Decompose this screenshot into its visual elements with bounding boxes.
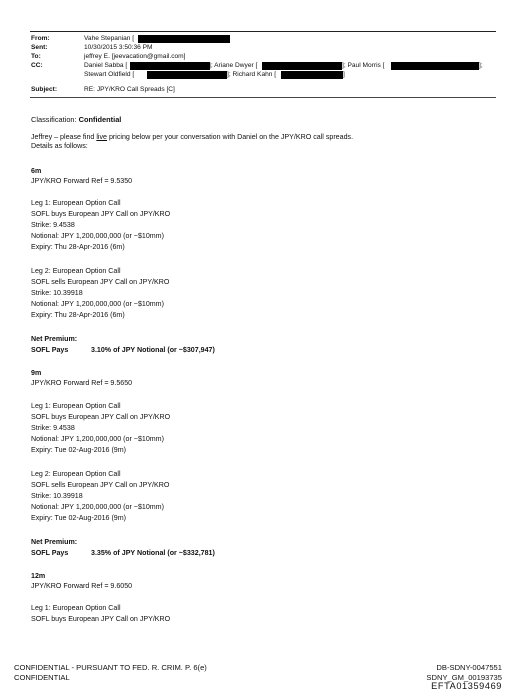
cc-line1-end: ]; xyxy=(479,62,483,69)
leg-line: Leg 2: European Option Call xyxy=(31,470,121,478)
to-label: To: xyxy=(31,53,41,60)
forward-ref: JPY/KRO Forward Ref = 9.5650 xyxy=(31,379,133,387)
header-bottom-rule xyxy=(30,97,496,98)
pays-label: SOFL Pays xyxy=(31,549,69,557)
redaction-bar xyxy=(130,62,210,70)
footer-bates-efta: EFTA01359469 xyxy=(431,681,502,691)
subject-label: Subject: xyxy=(31,86,58,93)
classification-value: Confidential xyxy=(78,115,122,124)
classification-label: Classification: xyxy=(31,115,77,124)
redaction-bar xyxy=(391,62,479,70)
cc-line2-end: ] xyxy=(343,71,345,78)
footer-confidential: CONFIDENTIAL xyxy=(14,673,70,682)
sent-label: Sent: xyxy=(31,44,48,51)
leg-line: Expiry: Tue 02-Aug-2016 (9m) xyxy=(31,514,127,522)
net-premium-label: Net Premium: xyxy=(31,538,78,546)
footer-confidential-notice: CONFIDENTIAL - PURSUANT TO FED. R. CRIM. P. 6(e) xyxy=(14,663,207,672)
cc-label: CC: xyxy=(31,62,43,69)
intro-line-2: Details as follows: xyxy=(31,142,88,150)
leg-line: Notional: JPY 1,200,000,000 (or ~$10mm) xyxy=(31,232,164,240)
redaction-bar xyxy=(147,71,227,79)
from-label: From: xyxy=(31,35,50,42)
leg-line: Strike: 9.4538 xyxy=(31,221,75,229)
redaction-bar xyxy=(262,62,342,70)
tenor-heading: 12m xyxy=(31,572,46,580)
leg-line: SOFL buys European JPY Call on JPY/KRO xyxy=(31,210,171,218)
footer-bates-sdny: SDNY_GM_00193735 xyxy=(426,673,502,682)
subject-value: RE: JPY/KRO Call Spreads [C] xyxy=(84,86,175,93)
cc-name-richard: ]; Richard Kahn [ xyxy=(227,71,277,78)
cc-name-paul: ]; Paul Morris [ xyxy=(342,62,385,69)
cc-name-stewart: Stewart Oldfield [ xyxy=(84,71,135,78)
cc-name-ariane: ]; Ariane Dwyer [ xyxy=(209,62,258,69)
cc-name-daniel: Daniel Sabba [ xyxy=(84,62,128,69)
intro-pre: Jeffrey – please find xyxy=(31,133,97,141)
from-value: Vahe Stepanian [ xyxy=(84,35,135,42)
leg-line: Notional: JPY 1,200,000,000 (or ~$10mm) xyxy=(31,300,164,308)
leg-line: Expiry: Tue 02-Aug-2016 (9m) xyxy=(31,446,127,454)
leg-line: Leg 1: European Option Call xyxy=(31,604,121,612)
leg-line: Leg 1: European Option Call xyxy=(31,199,121,207)
leg-line: Strike: 10.39918 xyxy=(31,492,83,500)
header-top-rule xyxy=(30,31,496,32)
forward-ref: JPY/KRO Forward Ref = 9.6050 xyxy=(31,582,133,590)
tenor-heading: 6m xyxy=(31,167,42,175)
footer-bates-db: DB-SDNY-0047551 xyxy=(436,663,502,672)
pays-value: 3.35% of JPY Notional (or ~$332,781) xyxy=(91,549,215,557)
leg-line: Expiry: Thu 28-Apr-2016 (6m) xyxy=(31,311,125,319)
forward-ref: JPY/KRO Forward Ref = 9.5350 xyxy=(31,177,133,185)
intro-line xyxy=(31,133,353,142)
leg-line: Strike: 10.39918 xyxy=(31,289,83,297)
leg-line: Strike: 9.4538 xyxy=(31,424,75,432)
leg-line: Notional: JPY 1,200,000,000 (or ~$10mm) xyxy=(31,503,164,511)
leg-line: SOFL buys European JPY Call on JPY/KRO xyxy=(31,615,171,623)
pays-label: SOFL Pays xyxy=(31,346,69,354)
leg-line: SOFL sells European JPY Call on JPY/KRO xyxy=(31,278,170,286)
sent-value: 10/30/2015 3:50:36 PM xyxy=(84,44,153,51)
leg-line: Leg 1: European Option Call xyxy=(31,402,121,410)
net-premium-label: Net Premium: xyxy=(31,335,78,343)
leg-line: SOFL sells European JPY Call on JPY/KRO xyxy=(31,481,170,489)
to-value: jeffrey E. [jeevacation@gmail.com] xyxy=(84,53,186,60)
leg-line: SOFL buys European JPY Call on JPY/KRO xyxy=(31,413,171,421)
redaction-bar xyxy=(138,35,230,43)
leg-line: Notional: JPY 1,200,000,000 (or ~$10mm) xyxy=(31,435,164,443)
pays-value: 3.10% of JPY Notional (or ~$307,947) xyxy=(91,346,215,354)
intro-live: live xyxy=(96,133,107,141)
leg-line: Leg 2: European Option Call xyxy=(31,267,121,275)
classification-line xyxy=(31,115,121,124)
leg-line: Expiry: Thu 28-Apr-2016 (6m) xyxy=(31,243,125,251)
intro-post: pricing below per your conversation with Daniel on the JPY/KRO call spreads. xyxy=(107,133,354,141)
redaction-bar xyxy=(281,71,343,79)
tenor-heading: 9m xyxy=(31,369,42,377)
